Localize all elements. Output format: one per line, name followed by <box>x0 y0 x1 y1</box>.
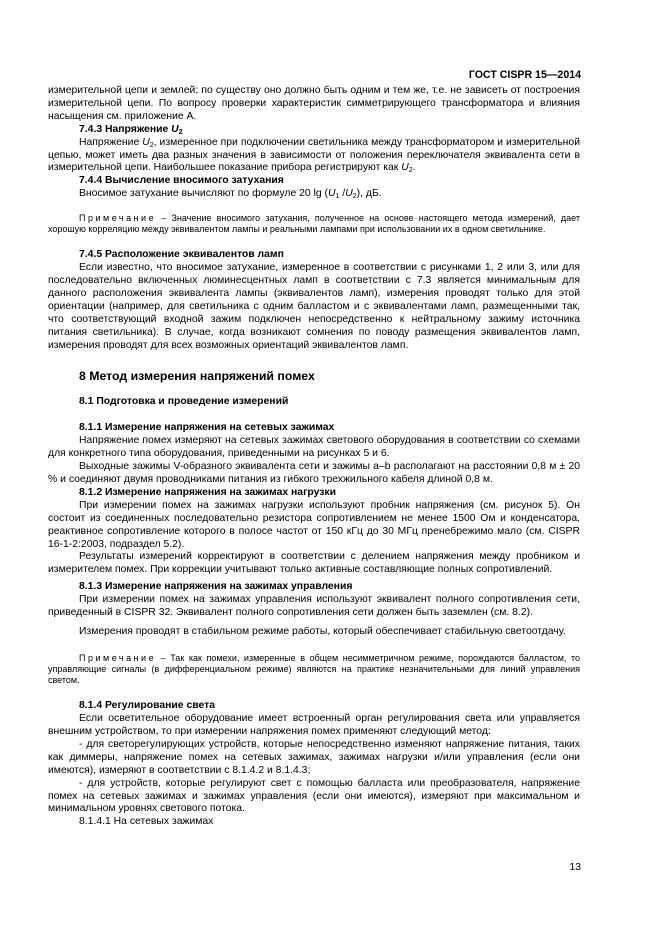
paragraph-8-1-4-a: Если осветительное оборудование имеет встроенный орган регулирования света или управляется внешним устройством, то при измерении напряжения помех применяют следующий метод: <box>48 713 580 737</box>
heading-8-1: 8.1 Подготовка и проведение измерений <box>79 395 289 407</box>
paragraph-7-4-5: Если известно, что вносимое затухание, измеренное в соответствии с рисунками 1, 2 или 3, или для последовательно включенных люминесцентных ламп в соответствии с 7.3 является минимальным для данного расположения эквивалента лампы (эквивалентов ламп), измерения проводят только для этой ориентации (например, для светильника с одним балластом и с эквивалентами ламп, размещенными так, что соответствующий входной зажим подключен непосредственно к нейтральному зажиму источника питания светильника). В случае, когда возникают сомнения по поводу размещения эквивалентов ламп, измерения проводят для всех возможных ориентаций эквивалентов ламп. <box>48 262 580 351</box>
paragraph-8-1-4-1: 8.1.4.1 На сетевых зажимах <box>79 816 214 828</box>
heading-7-4-4: 7.4.4 Вычисление вносимого затухания <box>79 175 284 187</box>
heading-7-4-5: 7.4.5 Расположение эквивалентов ламп <box>79 249 284 261</box>
heading-7-4-3: 7.4.3 Напряжение $U_2$ <box>79 123 183 136</box>
paragraph-8-1-1-b: Выходные зажимы V-образного эквивалента сети и зажимы a–b располагают на расстоянии 0,8 м ± 20 % и соединяют двумя проводниками питания из гибкого трехжильного кабеля длиной 0,8 м. <box>48 461 580 486</box>
heading-section-8: 8 Метод измерения напряжений помех <box>79 368 315 383</box>
paragraph-8-1-1-a: Напряжение помех измеряют на сетевых зажимах светового оборудования в соответствии со схемами для конкретного типа оборудования, приведенными на рисунках 5 и 6. <box>48 435 580 460</box>
paragraph-8-1-2-a: При измерении помех на зажимах нагрузки используют пробник напряжения (см. рисунок 5). Он состоит из соединенных последовательно резистора сопротивлением не менее 1500 Ом и конденсатора, реактивное сопротивление которого в полосе частот от 150 кГц до 30 МГц пренебрежимо мало (см. CISPR 16-1-2:2003, подраздел 5.2). <box>48 499 580 550</box>
paragraph-8-1-4-c: - для устройств, которые регулируют свет с помощью балласта или преобразователя, напряжение помех на сетевых зажимах и зажимах управления (если они имеются), измеряют при максимальном и минимальном уровнях светового потока. <box>48 777 580 815</box>
note-control-signals: Примечание – Так как помехи, измеренные в общем несимметричном режиме, порождаются балластом, то управляющие сигналы (в дифференциальном режиме) являются на практике незначительными для линий управления светом. <box>48 652 580 686</box>
note-label: Примечание <box>79 213 157 224</box>
paragraph-8-1-3-b: Измерения проводят в стабильном режиме работы, который обеспечивает стабильную светоотдачу. <box>79 626 566 637</box>
page-content <box>48 85 580 829</box>
paragraph-continuation: измерительной цепи и землей; по существу оно должно быть одним и тем же, т.е. не зависеть от построения измерительной цепи. По вопросу проверки характеристик симметрирующего трансформатора и влияния насыщения см. приложение А. <box>48 85 580 122</box>
paragraph-8-1-2-b: Результаты измерений корректируют в соответствии с делением напряжения между пробником и измерителем помех. При коррекции учитывают только активные составляющие полных сопротивлений. <box>48 551 580 576</box>
paragraph-7-4-4: Вносимое затухание вычисляют по формуле 20 $\lg (U_1$ $/U_2$), дБ. <box>79 188 382 201</box>
note-label: Примечание <box>79 652 157 663</box>
page-number: 13 <box>569 862 581 873</box>
standard-header: ГОСТ CISPR 15—2014 <box>468 69 581 81</box>
note-insertion-loss: Примечание – Значение вносимого затухания, полученное на основе настоящего метода измерений, дает хорошую корреляцию между эквивалентом лампы и реальными лампами при использовании их в одном светильнике. <box>48 213 580 235</box>
heading-8-1-3: 8.1.3 Измерение напряжения на зажимах управления <box>79 581 353 593</box>
paragraph-7-4-3: Напряжение $U_2$, измеренное при подключении светильника между трансформатором и измерительной цепью, может иметь два разных значения в зависимости от положения переключателя эквивалента сети в измерительной цепи. Наибольшее показание прибора регистрируют как $U_2$. <box>48 136 580 175</box>
paragraph-8-1-3-a: При измерении помех на зажимах управления используют эквивалент полного сопротивления сети, приведенный в CISPR 32. Эквивалент полного сопротивления сети должен быть заземлен (см. 8.2). <box>48 594 580 619</box>
paragraph-8-1-4-b: - для светорегулирующих устройств, которые непосредственно изменяют напряжение питания, таких как диммеры, напряжение помех на сетевых зажимах, зажимах нагрузки и/или управления (если они имеются), измеряют в соответствии с 8.1.4.2 и 8.1.4.3; <box>48 738 580 776</box>
heading-8-1-2: 8.1.2 Измерение напряжения на зажимах нагрузки <box>79 486 336 498</box>
heading-8-1-4: 8.1.4 Регулирование света <box>79 700 215 712</box>
heading-8-1-1: 8.1.1 Измерение напряжения на сетевых зажимах <box>79 422 335 434</box>
